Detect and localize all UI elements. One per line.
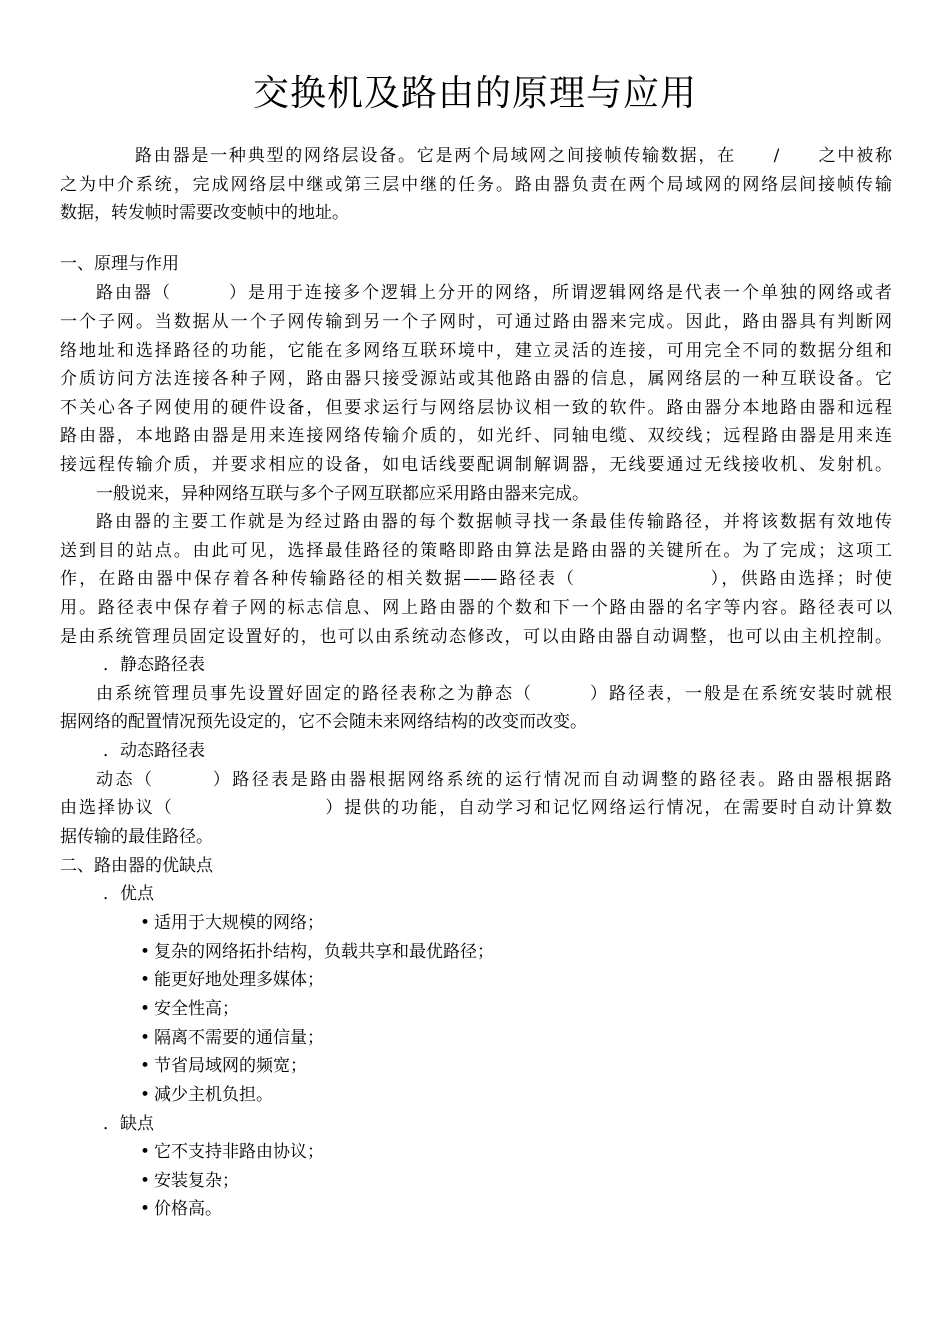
list-item-text: 隔离不需要的通信量；: [154, 1028, 324, 1048]
intro-line: 之为中介系统，完成网络层中继或第三层中继的任务。路由器负责在两个局域网的网络层间接帧传输: [60, 175, 892, 195]
paragraph-line: 用。路径表中保存着子网的标志信息、网上路由器的个数和下一个路由器的名字等内容。路径表可以: [60, 598, 892, 618]
list-item: [140, 909, 324, 937]
paragraph-line: 一般说来，异种网络互联与多个子网互联都应采用路由器来完成。: [96, 484, 589, 504]
bullet-icon: •: [140, 970, 151, 990]
bullet-icon: •: [140, 1028, 151, 1048]
list-item-text: 安全性高；: [154, 999, 239, 1019]
section-heading: 二、路由器的优缺点: [60, 856, 213, 876]
subsection-heading: ．动态路径表: [103, 741, 205, 761]
subsection-heading: ．静态路径表: [103, 655, 205, 675]
list-item: [140, 938, 494, 966]
paragraph-line: 路由器，本地路由器是用来连接网络传输介质的，如光纤、同轴电缆、双绞线；远程路由器是用来连: [60, 426, 892, 446]
paragraph-line: 由系统管理员事先设置好固定的路径表称之为静态（ ）路径表，一般是在系统安装时就根: [96, 684, 892, 704]
bullet-icon: •: [140, 1142, 151, 1162]
paragraph-line: 据传输的最佳路径。: [60, 827, 213, 847]
list-item: [140, 1138, 324, 1166]
bullet-icon: •: [140, 1056, 151, 1076]
list-item: [140, 1052, 307, 1080]
list-item-text: 适用于大规模的网络；: [154, 913, 324, 933]
bullet-icon: •: [140, 1171, 151, 1191]
intro-line: 数据，转发帧时需要改变帧中的地址。: [60, 203, 349, 223]
list-item: [140, 1167, 239, 1195]
list-item-text: 复杂的网络拓扑结构，负载共享和最优路径；: [154, 942, 494, 962]
paragraph-line: 接远程传输介质，并要求相应的设备，如电话线要配调制解调器，无线要通过无线接收机、发射机。: [60, 455, 892, 475]
list-item-text: 它不支持非路由协议；: [154, 1142, 324, 1162]
paragraph-line: 不关心各子网使用的硬件设备，但要求运行与网络层协议相一致的软件。路由器分本地路由器和远程: [60, 398, 892, 418]
bullet-icon: •: [140, 913, 151, 933]
list-item: [140, 966, 324, 994]
list-item: [140, 1081, 273, 1109]
bullet-icon: •: [140, 999, 151, 1019]
list-item-text: 减少主机负担。: [154, 1085, 273, 1105]
intro-line: 路由器是一种典型的网络层设备。它是两个局域网之间接帧传输数据，在 / 之中被称: [135, 146, 892, 166]
bullet-icon: •: [140, 942, 151, 962]
list-item-text: 能更好地处理多媒体；: [154, 970, 324, 990]
list-item: [140, 995, 239, 1023]
paragraph-line: 络地址和选择路径的功能，它能在多网络互联环境中，建立灵活的连接，可用完全不同的数据分组和: [60, 341, 892, 361]
paragraph-line: 介质访问方法连接各种子网，路由器只接受源站或其他路由器的信息，属网络层的一种互联设备。它: [60, 369, 892, 389]
list-item-text: 价格高。: [154, 1199, 222, 1219]
subsection-heading: ．缺点: [103, 1114, 154, 1134]
paragraph-line: 送到目的站点。由此可见，选择最佳路径的策略即路由算法是路由器的关键所在。为了完成；这项工: [60, 541, 892, 561]
document-title: 交换机及路由的原理与应用: [252, 73, 697, 114]
list-item-text: 节省局域网的频宽；: [154, 1056, 307, 1076]
section-heading: 一、原理与作用: [60, 254, 179, 274]
paragraph-line: 由选择协议（ ）提供的功能，自动学习和记忆网络运行情况，在需要时自动计算数: [60, 798, 892, 818]
paragraph-line: 据网络的配置情况预先设定的，它不会随未来网络结构的改变而改变。: [60, 712, 587, 732]
subsection-heading: ．优点: [103, 884, 154, 904]
list-item-text: 安装复杂；: [154, 1171, 239, 1191]
bullet-icon: •: [140, 1199, 151, 1219]
list-item: [140, 1195, 222, 1223]
paragraph-line: 是由系统管理员固定设置好的，也可以由系统动态修改，可以由路由器自动调整，也可以由主机控制。: [60, 627, 892, 647]
paragraph-line: 路由器（ ）是用于连接多个逻辑上分开的网络，所谓逻辑网络是代表一个单独的网络或者: [96, 283, 892, 303]
paragraph-line: 动态（ ）路径表是路由器根据网络系统的运行情况而自动调整的路径表。路由器根据路: [96, 770, 892, 790]
paragraph-line: 一个子网。当数据从一个子网传输到另一个子网时，可通过路由器来完成。因此，路由器具有判断网: [60, 312, 892, 332]
paragraph-line: 作，在路由器中保存着各种传输路径的相关数据——路径表（ ），供路由选择；时使: [60, 569, 892, 589]
list-item: [140, 1024, 324, 1052]
bullet-icon: •: [140, 1085, 151, 1105]
paragraph-line: 路由器的主要工作就是为经过路由器的每个数据帧寻找一条最佳传输路径，并将该数据有效地传: [96, 512, 892, 532]
